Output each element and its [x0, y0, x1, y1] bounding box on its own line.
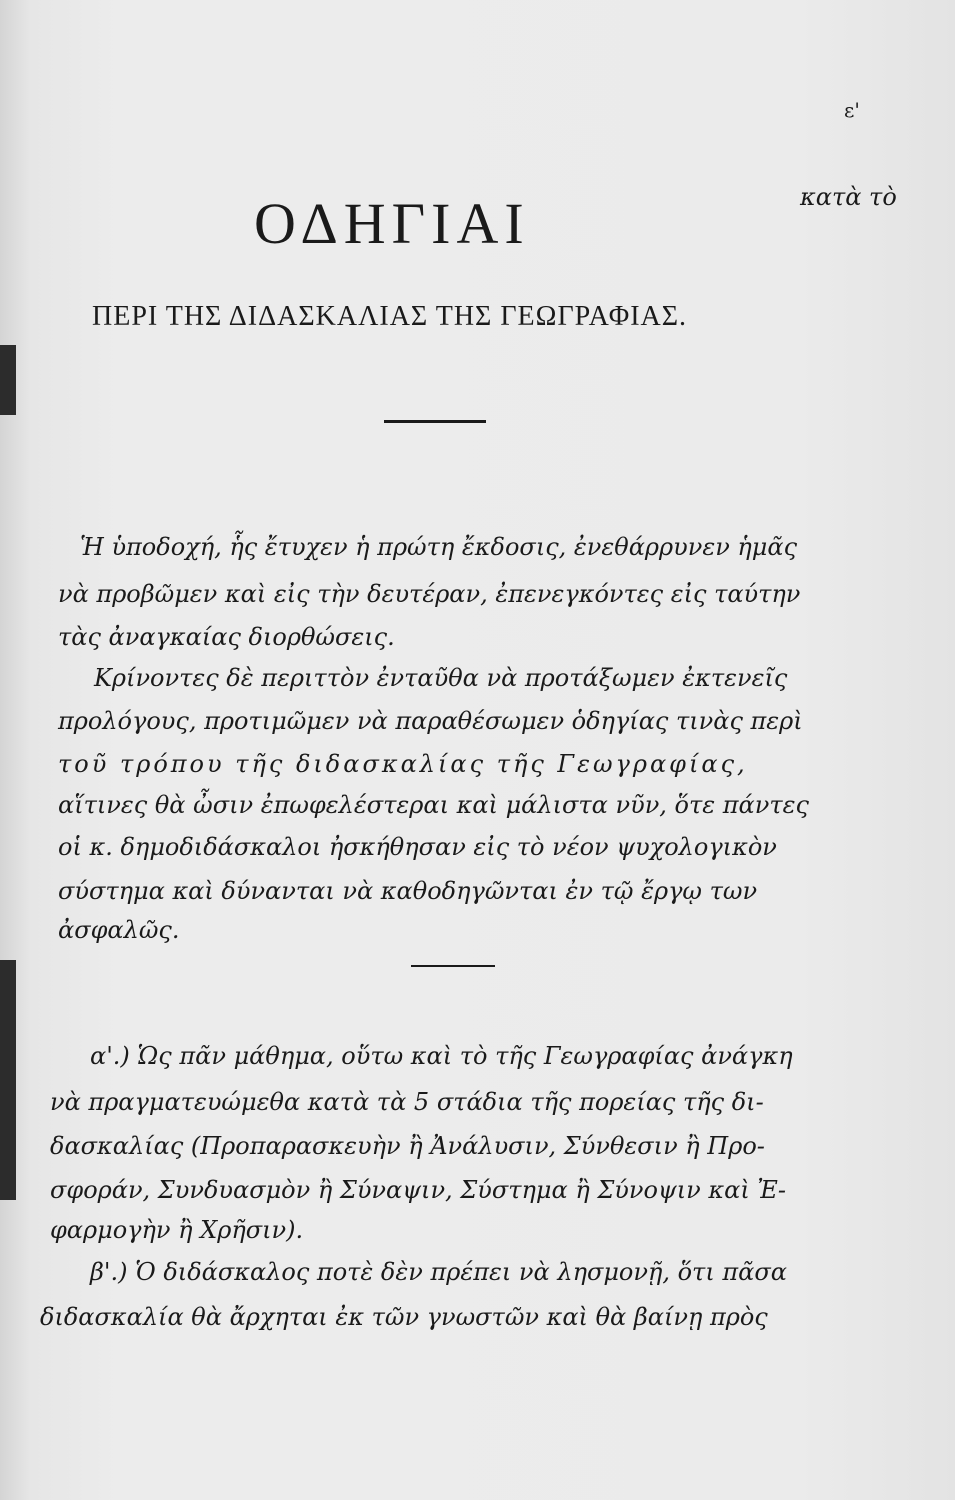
text-line: τοῦ τρόπου τῆς διδασκαλίας τῆς Γεωγραφίας, [58, 750, 748, 778]
catchword: κατὰ τὸ [800, 183, 897, 211]
page-edge-shadow [0, 345, 16, 415]
divider-rule [411, 965, 495, 967]
text-line: προλόγους, προτιμῶμεν νὰ παραθέσωμεν ὁδηγίας τινὰς περὶ [58, 707, 803, 735]
text-line: τὰς ἀναγκαίας διορθώσεις. [58, 623, 395, 651]
text-line: νὰ προβῶμεν καὶ εἰς τὴν δευτέραν, ἐπενεγκόντες εἰς ταύτην [58, 580, 801, 608]
text-line: δασκαλίας (Προπαρασκευὴν ἢ Ἀνάλυσιν, Σύνθεσιν ἢ Προ- [50, 1132, 765, 1160]
divider-rule [384, 420, 486, 423]
text-line: νὰ πραγματευώμεθα κατὰ τὰ 5 στάδια τῆς πορείας τῆς δι- [50, 1088, 764, 1116]
page-number: ε' [844, 98, 860, 122]
page-edge-shadow [0, 960, 16, 1200]
text-line: αἵτινες θὰ ὦσιν ἐπωφελέστεραι καὶ μάλιστα νῦν, ὅτε πάντες [58, 791, 809, 819]
page-title: ΟΔΗΓΙΑΙ [254, 191, 530, 256]
text-line: διδασκαλία θὰ ἄρχηται ἐκ τῶν γνωστῶν καὶ θὰ βαίνῃ πρὸς [40, 1303, 768, 1331]
text-line: Ἡ ὑποδοχή, ἧς ἔτυχεν ἡ πρώτη ἔκδοσις, ἐνεθάρρυνεν ἡμᾶς [80, 533, 798, 561]
text-line: σύστημα καὶ δύνανται νὰ καθοδηγῶνται ἐν τῷ ἔργῳ των [58, 877, 758, 905]
text-line: ἀσφαλῶς. [58, 916, 180, 944]
text-line: οἱ κ. δημοδιδάσκαλοι ἠσκήθησαν εἰς τὸ νέον ψυχολογικὸν [58, 833, 777, 861]
text-line: φαρμογὴν ἢ Χρῆσιν). [50, 1216, 304, 1244]
text-line: α'.) Ὡς πᾶν μάθημα, οὕτω καὶ τὸ τῆς Γεωγραφίας ἀνάγκη [90, 1042, 793, 1070]
text-line: σφοράν, Συνδυασμὸν ἢ Σύναψιν, Σύστημα ἢ Σύνοψιν καὶ Ἐ- [50, 1176, 786, 1204]
text-line: β'.) Ὁ διδάσκαλος ποτὲ δὲν πρέπει νὰ λησμονῇ, ὅτι πᾶσα [90, 1258, 787, 1286]
page-subtitle: ΠΕΡΙ ΤΗΣ ΔΙΔΑΣΚΑΛΙΑΣ ΤΗΣ ΓΕΩΓΡΑΦΙΑΣ. [92, 301, 688, 332]
text-line: Κρίνοντες δὲ περιττὸν ἐνταῦθα νὰ προτάξωμεν ἐκτενεῖς [94, 664, 788, 692]
